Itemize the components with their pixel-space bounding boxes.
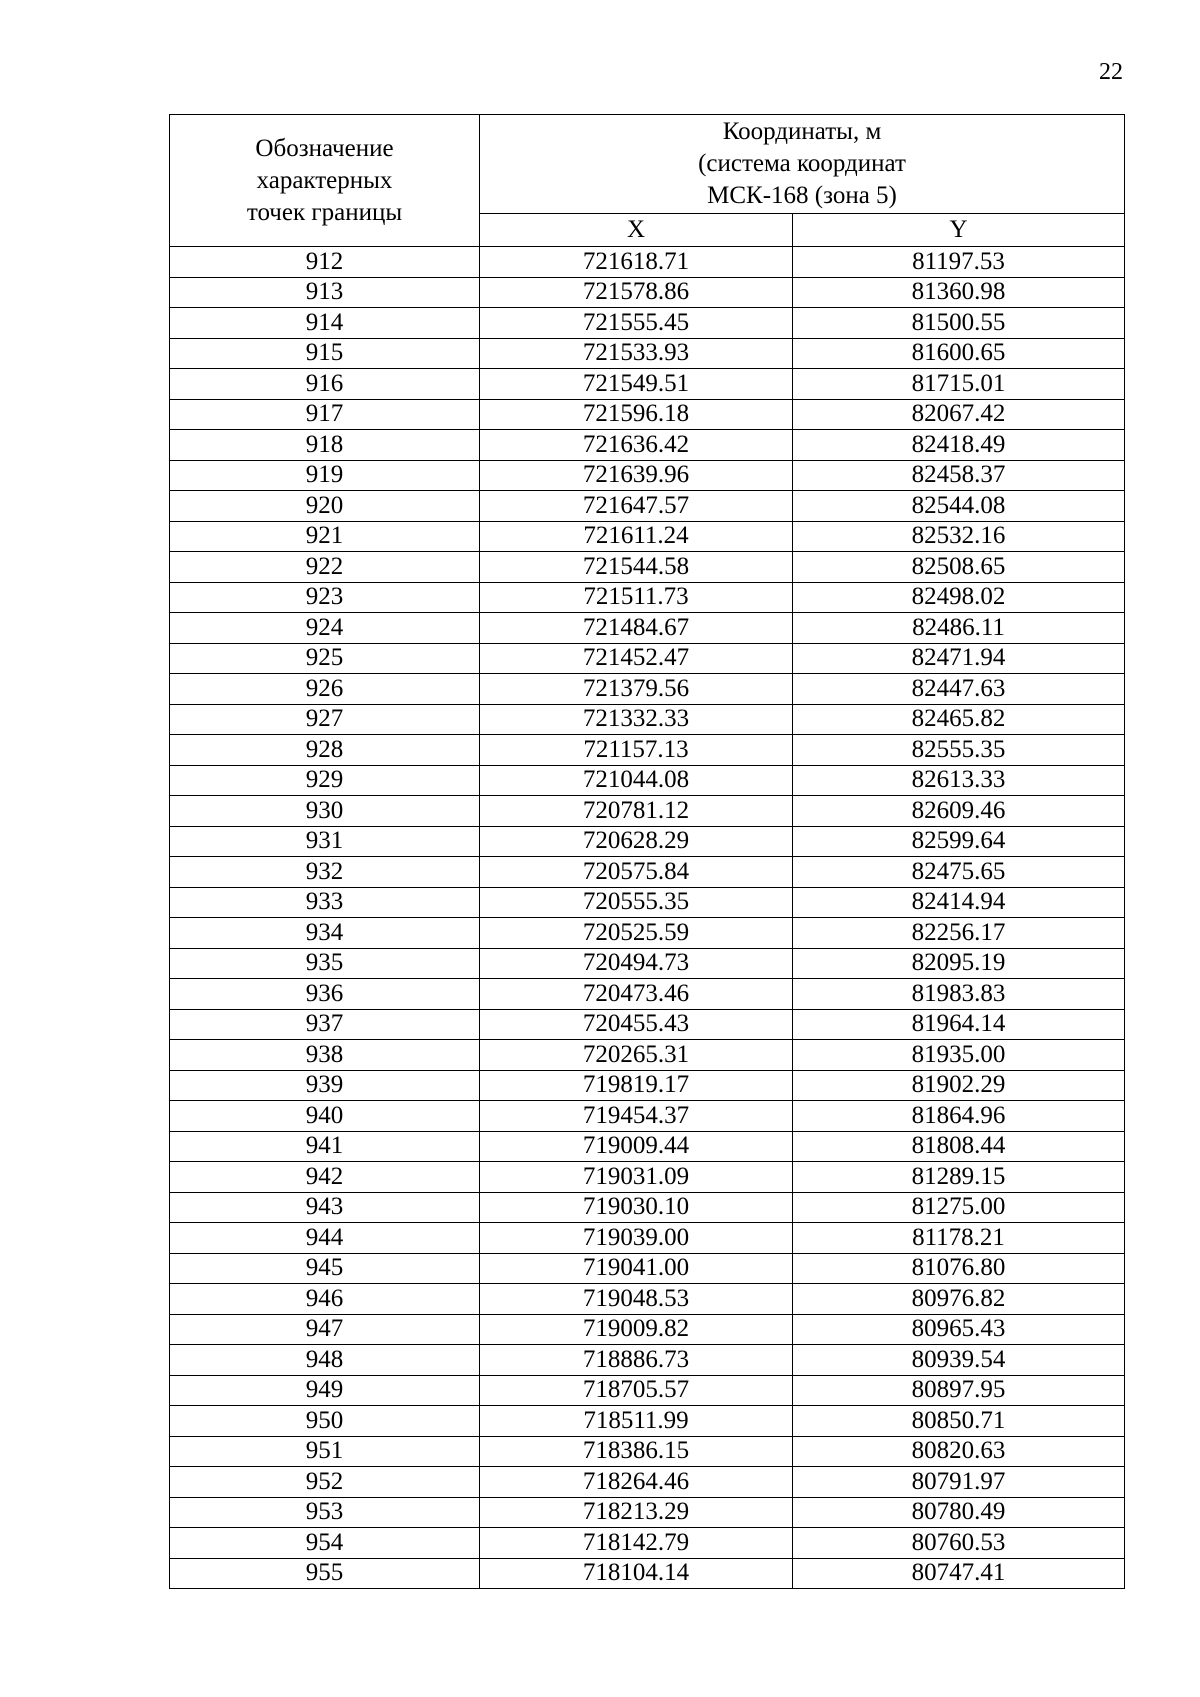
- cell-point: 940: [170, 1101, 480, 1132]
- cell-point: 929: [170, 765, 480, 796]
- cell-x: 720575.84: [480, 857, 793, 888]
- cell-y: 81964.14: [793, 1009, 1125, 1040]
- table-row: [170, 948, 1125, 979]
- table-row: [170, 765, 1125, 796]
- table-row: [170, 1467, 1125, 1498]
- cell-x: 721611.24: [480, 521, 793, 552]
- cell-point: 914: [170, 308, 480, 339]
- table-row: [170, 887, 1125, 918]
- cell-point: 928: [170, 735, 480, 766]
- cell-point: 951: [170, 1436, 480, 1467]
- cell-point: 955: [170, 1558, 480, 1589]
- cell-x: 719819.17: [480, 1070, 793, 1101]
- cell-x: 720473.46: [480, 979, 793, 1010]
- table-row: [170, 796, 1125, 827]
- cell-point: 936: [170, 979, 480, 1010]
- cell-point: 942: [170, 1162, 480, 1193]
- cell-point: 924: [170, 613, 480, 644]
- cell-x: 721452.47: [480, 643, 793, 674]
- cell-x: 718104.14: [480, 1558, 793, 1589]
- cell-point: 948: [170, 1345, 480, 1376]
- cell-x: 718264.46: [480, 1467, 793, 1498]
- cell-y: 81983.83: [793, 979, 1125, 1010]
- header-coords-line: (система координат: [698, 150, 906, 177]
- cell-point: 950: [170, 1406, 480, 1437]
- cell-y: 80747.41: [793, 1558, 1125, 1589]
- cell-point: 923: [170, 582, 480, 613]
- cell-x: 720525.59: [480, 918, 793, 949]
- cell-point: 933: [170, 887, 480, 918]
- cell-x: 719009.82: [480, 1314, 793, 1345]
- cell-y: 82498.02: [793, 582, 1125, 613]
- cell-y: 82067.42: [793, 399, 1125, 430]
- table-header: [170, 115, 1125, 247]
- cell-point: 930: [170, 796, 480, 827]
- cell-x: 721533.93: [480, 338, 793, 369]
- header-coordinates: [480, 115, 1125, 214]
- cell-x: 719454.37: [480, 1101, 793, 1132]
- table-row: [170, 247, 1125, 278]
- table-row: [170, 552, 1125, 583]
- cell-x: 721578.86: [480, 277, 793, 308]
- cell-point: 943: [170, 1192, 480, 1223]
- cell-point: 915: [170, 338, 480, 369]
- cell-y: 82544.08: [793, 491, 1125, 522]
- table-row: [170, 430, 1125, 461]
- cell-y: 82486.11: [793, 613, 1125, 644]
- cell-point: 932: [170, 857, 480, 888]
- cell-x: 718386.15: [480, 1436, 793, 1467]
- cell-x: 720781.12: [480, 796, 793, 827]
- cell-x: 719048.53: [480, 1284, 793, 1315]
- header-point-line: точек границы: [246, 198, 403, 226]
- cell-x: 721549.51: [480, 369, 793, 400]
- cell-point: 938: [170, 1040, 480, 1071]
- cell-point: 922: [170, 552, 480, 583]
- cell-point: 934: [170, 918, 480, 949]
- table-row: [170, 1375, 1125, 1406]
- table-row: [170, 643, 1125, 674]
- cell-point: 926: [170, 674, 480, 705]
- cell-y: 81600.65: [793, 338, 1125, 369]
- cell-point: 949: [170, 1375, 480, 1406]
- table-row: [170, 1406, 1125, 1437]
- cell-point: 927: [170, 704, 480, 735]
- page-number: 22: [1099, 59, 1123, 85]
- cell-y: 80976.82: [793, 1284, 1125, 1315]
- cell-x: 719039.00: [480, 1223, 793, 1254]
- cell-y: 81902.29: [793, 1070, 1125, 1101]
- cell-point: 939: [170, 1070, 480, 1101]
- cell-point: 921: [170, 521, 480, 552]
- cell-x: 721332.33: [480, 704, 793, 735]
- cell-point: 916: [170, 369, 480, 400]
- cell-y: 81715.01: [793, 369, 1125, 400]
- cell-point: 953: [170, 1497, 480, 1528]
- cell-x: 720628.29: [480, 826, 793, 857]
- table-row: [170, 613, 1125, 644]
- cell-y: 82447.63: [793, 674, 1125, 705]
- cell-y: 81076.80: [793, 1253, 1125, 1284]
- cell-point: 945: [170, 1253, 480, 1284]
- cell-x: 721647.57: [480, 491, 793, 522]
- table-row: [170, 1192, 1125, 1223]
- table-row: [170, 1558, 1125, 1589]
- cell-y: 82418.49: [793, 430, 1125, 461]
- cell-y: 82508.65: [793, 552, 1125, 583]
- cell-y: 81289.15: [793, 1162, 1125, 1193]
- cell-point: 918: [170, 430, 480, 461]
- table-row: [170, 399, 1125, 430]
- cell-y: 80760.53: [793, 1528, 1125, 1559]
- cell-y: 80850.71: [793, 1406, 1125, 1437]
- cell-y: 82465.82: [793, 704, 1125, 735]
- cell-y: 82458.37: [793, 460, 1125, 491]
- cell-x: 721484.67: [480, 613, 793, 644]
- table-row: [170, 338, 1125, 369]
- cell-y: 82475.65: [793, 857, 1125, 888]
- cell-y: 81360.98: [793, 277, 1125, 308]
- cell-point: 954: [170, 1528, 480, 1559]
- cell-x: 721544.58: [480, 552, 793, 583]
- cell-x: 721639.96: [480, 460, 793, 491]
- cell-x: 721618.71: [480, 247, 793, 278]
- cell-y: 81864.96: [793, 1101, 1125, 1132]
- header-point-line: характерных: [256, 166, 393, 194]
- cell-x: 719031.09: [480, 1162, 793, 1193]
- cell-y: 82471.94: [793, 643, 1125, 674]
- header-coords-line: МСК-168 (зона 5): [707, 182, 897, 209]
- cell-point: 920: [170, 491, 480, 522]
- cell-x: 721596.18: [480, 399, 793, 430]
- cell-y: 80939.54: [793, 1345, 1125, 1376]
- header-point-line: Обозначение: [255, 134, 394, 162]
- table-row: [170, 1253, 1125, 1284]
- cell-y: 81178.21: [793, 1223, 1125, 1254]
- cell-x: 719030.10: [480, 1192, 793, 1223]
- cell-point: 913: [170, 277, 480, 308]
- table-row: [170, 1009, 1125, 1040]
- cell-x: 720265.31: [480, 1040, 793, 1071]
- cell-y: 82609.46: [793, 796, 1125, 827]
- cell-point: 937: [170, 1009, 480, 1040]
- cell-y: 80791.97: [793, 1467, 1125, 1498]
- table-row: [170, 1436, 1125, 1467]
- cell-point: 925: [170, 643, 480, 674]
- table-row: [170, 1223, 1125, 1254]
- cell-y: 80820.63: [793, 1436, 1125, 1467]
- cell-point: 946: [170, 1284, 480, 1315]
- table-row: [170, 1131, 1125, 1162]
- table-row: [170, 857, 1125, 888]
- table-body: [170, 247, 1125, 1589]
- table-row: [170, 1284, 1125, 1315]
- table-row: [170, 1528, 1125, 1559]
- table-row: [170, 521, 1125, 552]
- table-row: [170, 704, 1125, 735]
- table-row: [170, 1497, 1125, 1528]
- cell-y: 82599.64: [793, 826, 1125, 857]
- cell-y: 80780.49: [793, 1497, 1125, 1528]
- cell-x: 718511.99: [480, 1406, 793, 1437]
- table-row: [170, 1162, 1125, 1193]
- table-row: [170, 1070, 1125, 1101]
- table-row: [170, 582, 1125, 613]
- table-row: [170, 308, 1125, 339]
- cell-x: 718213.29: [480, 1497, 793, 1528]
- cell-y: 82414.94: [793, 887, 1125, 918]
- cell-y: 82256.17: [793, 918, 1125, 949]
- cell-point: 947: [170, 1314, 480, 1345]
- cell-y: 82095.19: [793, 948, 1125, 979]
- cell-point: 935: [170, 948, 480, 979]
- header-coords-line: Координаты, м: [722, 118, 882, 145]
- coordinates-table: [169, 114, 1125, 1589]
- cell-y: 80897.95: [793, 1375, 1125, 1406]
- table-row: [170, 826, 1125, 857]
- cell-x: 720555.35: [480, 887, 793, 918]
- table-row: [170, 277, 1125, 308]
- cell-y: 81500.55: [793, 308, 1125, 339]
- cell-x: 720455.43: [480, 1009, 793, 1040]
- cell-y: 82555.35: [793, 735, 1125, 766]
- cell-y: 82613.33: [793, 765, 1125, 796]
- table-row: [170, 1101, 1125, 1132]
- cell-point: 912: [170, 247, 480, 278]
- cell-x: 721379.56: [480, 674, 793, 705]
- header-y: Y: [793, 214, 1125, 247]
- cell-x: 721511.73: [480, 582, 793, 613]
- cell-x: 718705.57: [480, 1375, 793, 1406]
- cell-point: 944: [170, 1223, 480, 1254]
- table-row: [170, 918, 1125, 949]
- cell-x: 721044.08: [480, 765, 793, 796]
- cell-point: 919: [170, 460, 480, 491]
- cell-y: 81935.00: [793, 1040, 1125, 1071]
- cell-x: 719041.00: [480, 1253, 793, 1284]
- cell-x: 721636.42: [480, 430, 793, 461]
- table-row: [170, 369, 1125, 400]
- cell-point: 952: [170, 1467, 480, 1498]
- cell-y: 81808.44: [793, 1131, 1125, 1162]
- cell-y: 82532.16: [793, 521, 1125, 552]
- cell-x: 718886.73: [480, 1345, 793, 1376]
- cell-y: 81275.00: [793, 1192, 1125, 1223]
- table-row: [170, 460, 1125, 491]
- table-row: [170, 491, 1125, 522]
- table-row: [170, 1040, 1125, 1071]
- cell-x: 721555.45: [480, 308, 793, 339]
- cell-x: 721157.13: [480, 735, 793, 766]
- cell-x: 719009.44: [480, 1131, 793, 1162]
- cell-point: 917: [170, 399, 480, 430]
- table-row: [170, 674, 1125, 705]
- header-x: X: [480, 214, 793, 247]
- cell-point: 931: [170, 826, 480, 857]
- table-row: [170, 979, 1125, 1010]
- cell-point: 941: [170, 1131, 480, 1162]
- cell-y: 81197.53: [793, 247, 1125, 278]
- table-row: [170, 735, 1125, 766]
- table-row: [170, 1345, 1125, 1376]
- cell-y: 80965.43: [793, 1314, 1125, 1345]
- cell-x: 718142.79: [480, 1528, 793, 1559]
- header-point-designation: [170, 115, 480, 247]
- table-row: [170, 1314, 1125, 1345]
- cell-x: 720494.73: [480, 948, 793, 979]
